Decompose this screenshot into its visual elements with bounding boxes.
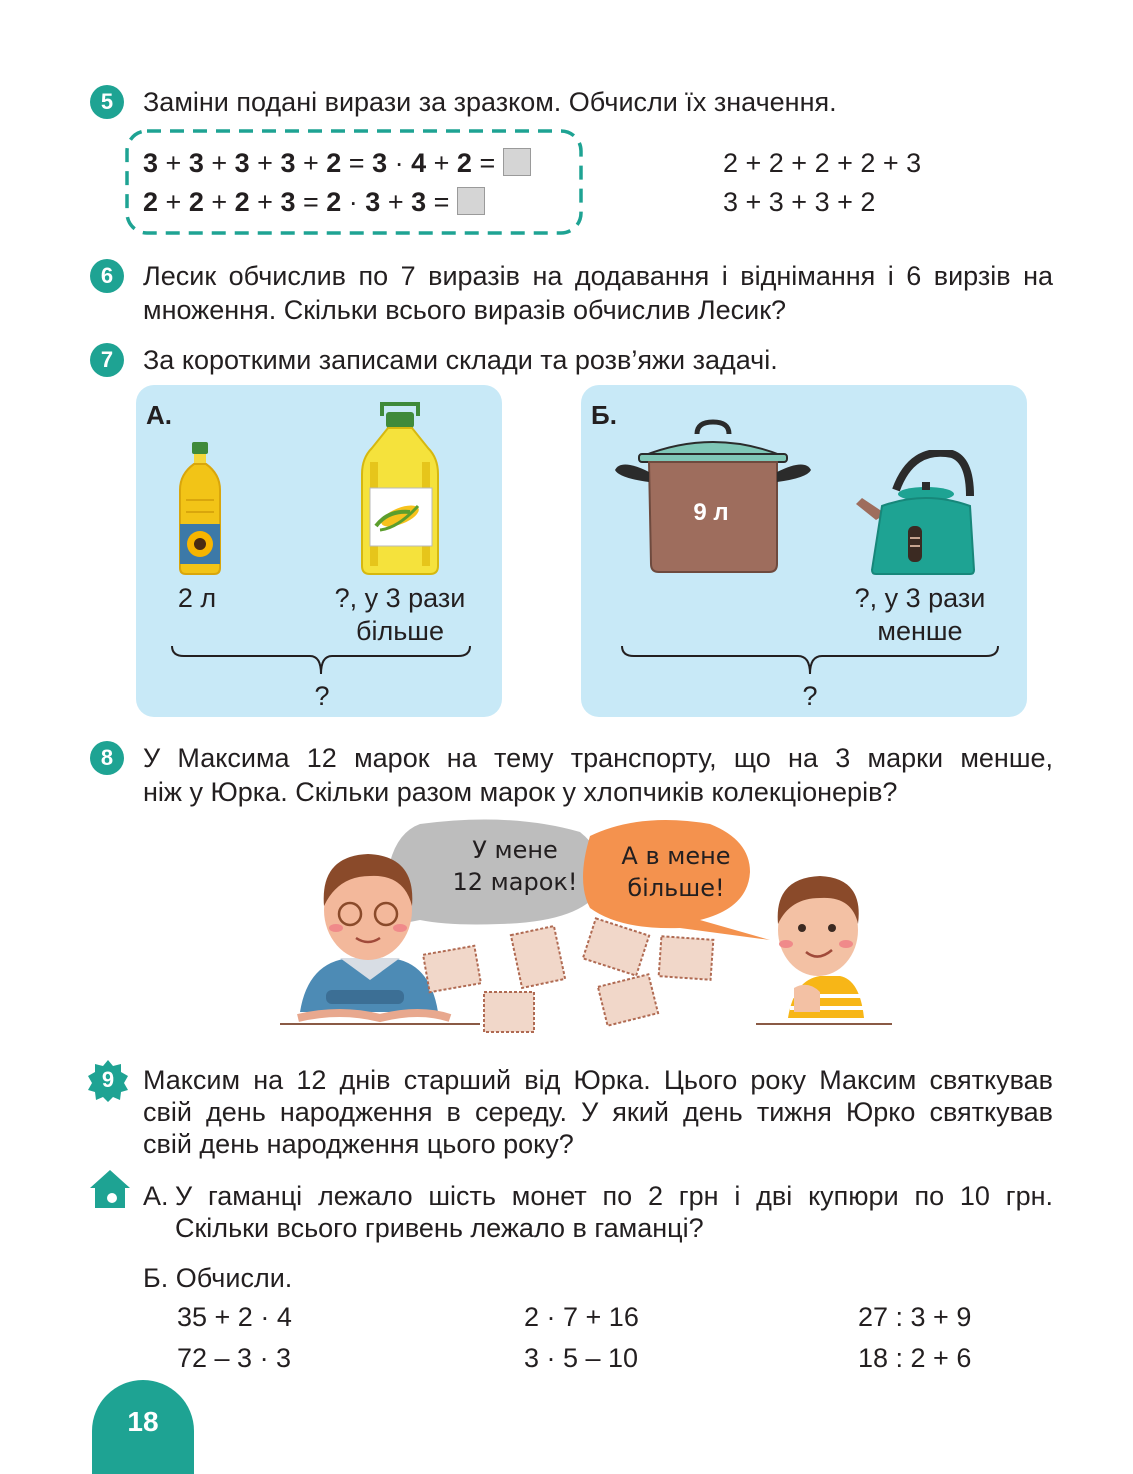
panel-b-question: ? [802,681,818,711]
home-expr-2: 2 · 7 + 16 [524,1302,639,1332]
kettle-icon [852,450,978,576]
task-6-number: 6 [90,259,124,293]
answer-box[interactable] [503,148,531,176]
pot-icon [613,416,815,578]
panel-b-right-caption-2: менше [877,616,963,646]
panel-a-label: А. [146,400,172,430]
task-7-number: 7 [90,343,124,377]
panel-b-brace [620,644,1000,680]
bubble-right-line-1: А в мене [621,842,731,870]
bubble-right-line-2: більше! [627,874,725,902]
house-icon [88,1168,132,1210]
small-oil-bottle-icon [176,440,224,576]
stamps [423,918,713,1032]
home-expr-5: 3 · 5 – 10 [524,1343,639,1373]
panel-a-brace [170,644,472,680]
bubble-left-line-2: 12 марок! [452,868,578,896]
answer-box[interactable] [457,187,485,215]
home-expr-1: 35 + 2 · 4 [177,1302,292,1332]
task-6-line-1: Лесик обчислив по 7 виразів на додавання і віднімання і 6 вирзів на [143,261,1053,291]
panel-b-label: Б. [591,400,617,430]
task-8-line-1: У Максима 12 марок на тему транспорту, що на 3 марки менше, [143,743,1053,773]
task-9-line-3: свій день народження цього року? [143,1129,574,1159]
task-9-line-2: свій день народження в середу. У який день тижня Юрко святкував [143,1097,1053,1127]
task-7-text: За короткими записами склади та розв’яжи задачі. [143,345,778,375]
home-expr-3: 27 : 3 + 9 [858,1302,972,1332]
bubble-left-line-1: У мене [472,836,558,864]
sample-equation-1: 3 + 3 + 3 + 3 + 2 = 3 · 4 + 2 = [143,145,531,181]
home-a-line-2: Скільки всього гривень лежало в гаманці? [175,1213,704,1243]
task-5-number: 5 [90,85,124,119]
sample-equation-2: 2 + 2 + 2 + 3 = 2 · 3 + 3 = [143,184,485,220]
home-expr-6: 18 : 2 + 6 [858,1343,972,1373]
panel-a-left-caption: 2 л [177,583,217,613]
pot-label: 9 л [693,499,729,526]
page-number: 18 [127,1406,159,1437]
task-8-number: 8 [90,741,124,775]
task-9-number: 9 [101,1067,115,1092]
large-oil-canister-icon [358,402,442,576]
expression-1: 2 + 2 + 2 + 2 + 3 [723,148,922,178]
home-a-line-1: У гаманці лежало шість монет по 2 грн і дві купюри по 10 грн. [175,1181,1053,1211]
panel-b-right-caption-1: ?, у 3 рази [854,583,986,613]
home-expr-4: 72 – 3 · 3 [177,1343,292,1373]
task-9-line-1: Максим на 12 днів старший від Юрка. Цього року Максим святкував [143,1065,1053,1095]
task-6-line-2: множення. Скільки всього виразів обчислив Лесик? [143,295,787,325]
panel-a-right-caption-1: ?, у 3 рази [334,583,466,613]
panel-a-question: ? [314,681,330,711]
home-a-label: А. [143,1181,169,1211]
task-5-text: Заміни подані вирази за зразком. Обчисли їх значення. [143,87,837,117]
task-8-line-2: ніж у Юрка. Скільки разом марок у хлопчиків колекціонерів? [143,777,898,807]
panel-a-right-caption-2: більше [356,616,444,646]
expression-2: 3 + 3 + 3 + 2 [723,187,876,217]
home-b-label: Б. Обчисли. [143,1263,293,1293]
